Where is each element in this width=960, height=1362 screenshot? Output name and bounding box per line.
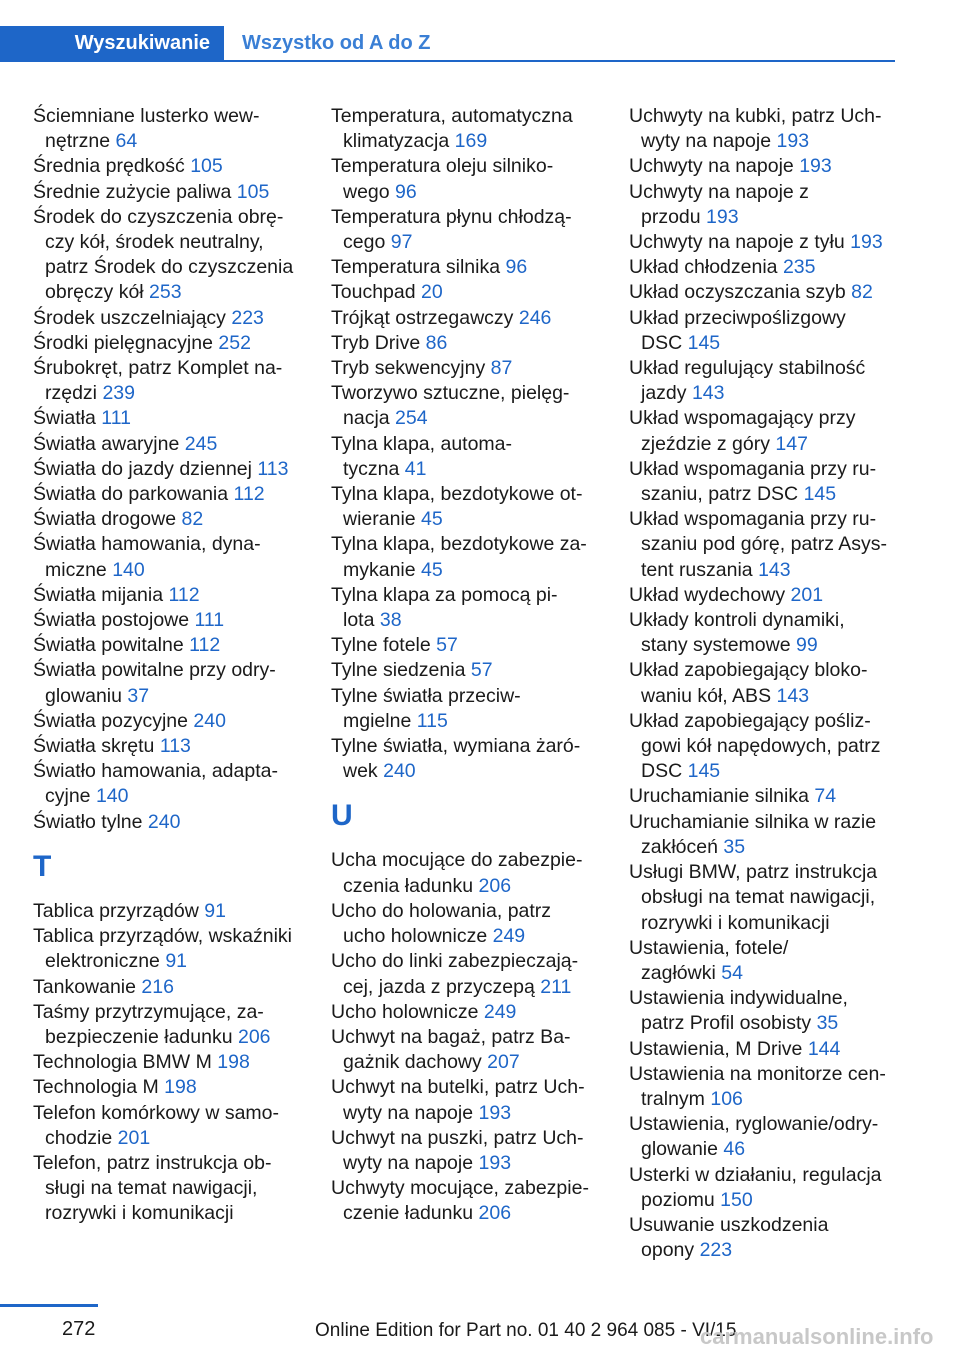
index-entry xyxy=(331,848,611,898)
page-link[interactable]: 252 xyxy=(218,331,251,354)
index-entry-text: Środki pielęgnacyjne xyxy=(33,331,213,354)
index-entry xyxy=(33,432,313,457)
index-entry xyxy=(629,180,909,230)
page-link[interactable]: 144 xyxy=(807,1037,841,1060)
index-entry-text: Ustawienia, M Drive xyxy=(629,1037,803,1060)
page-link[interactable]: 91 xyxy=(204,899,226,922)
index-entry xyxy=(331,154,611,204)
index-entry xyxy=(33,658,313,708)
index-entry-text: Tylna klapa, bezdotykowe za- xyxy=(331,533,587,556)
page-link[interactable]: 235 xyxy=(782,256,816,279)
index-entry-text: wieranie xyxy=(343,508,416,531)
page-link[interactable]: 140 xyxy=(112,558,145,581)
page-link[interactable]: 145 xyxy=(687,331,721,354)
page-link[interactable]: 115 xyxy=(416,709,448,732)
index-entry xyxy=(629,457,909,507)
page-link[interactable]: 143 xyxy=(758,558,791,581)
page-link[interactable]: 97 xyxy=(390,231,413,254)
tab-a-to-z[interactable]: Wszystko od A do Z xyxy=(242,32,431,54)
page-link[interactable]: 198 xyxy=(164,1076,197,1099)
page-link[interactable]: 57 xyxy=(470,659,493,682)
index-entry xyxy=(331,1075,611,1125)
index-entry-text: stany systemowe xyxy=(641,634,791,657)
index-entry-text: Taśmy przytrzymujące, za- xyxy=(33,1000,264,1023)
page-link[interactable]: 82 xyxy=(181,508,204,531)
page-link[interactable]: 211 xyxy=(540,975,572,998)
index-entry-text: glowanie xyxy=(641,1138,718,1161)
section-letter: T xyxy=(33,849,52,883)
index-entry xyxy=(331,1000,611,1025)
index-entry-text: czenia ładunku xyxy=(343,874,474,897)
index-entry-text: elektroniczne xyxy=(45,950,160,973)
index-entry-text: nętrzne xyxy=(45,130,111,153)
index-entry xyxy=(33,1050,313,1075)
index-entry-text: Układ wspomagania przy ru- xyxy=(629,508,877,531)
page-link[interactable]: 145 xyxy=(803,483,837,506)
page-link[interactable]: 86 xyxy=(425,331,448,354)
index-entry xyxy=(331,532,611,582)
index-entry-text: Światło hamowania, adapta- xyxy=(33,760,278,783)
index-entry xyxy=(33,1151,313,1227)
index-entry-text: Układ wydechowy xyxy=(629,583,786,606)
index-entry-text: Układ oczyszczania szyb xyxy=(629,281,846,304)
index-entry-text: Temperatura silnika xyxy=(331,256,501,279)
index-entry-text: rozrywki i komunikacji xyxy=(641,911,830,934)
index-entry xyxy=(33,180,313,205)
index-entry-text: Usługi BMW, patrz instrukcja xyxy=(629,861,878,884)
index-entry xyxy=(629,306,909,356)
index-entry xyxy=(33,457,313,482)
page-link[interactable]: 64 xyxy=(115,130,138,153)
page-link[interactable]: 143 xyxy=(776,684,810,707)
index-entry-text: wyty na napoje xyxy=(343,1101,474,1124)
index-entry-text: czy kół, środek neutralny, xyxy=(45,231,264,254)
index-entry xyxy=(33,899,313,924)
page-link[interactable]: 249 xyxy=(492,925,526,948)
index-entry-text: Światła xyxy=(33,407,96,430)
index-entry-text: wek xyxy=(343,760,378,783)
page-link[interactable]: 45 xyxy=(421,508,443,531)
index-entry xyxy=(331,432,611,482)
index-entry-text: gowi kół napędowych, patrz xyxy=(641,735,881,758)
index-entry xyxy=(629,507,909,583)
index-entry-text: Tylna klapa, automa- xyxy=(331,432,513,455)
index-entry-text: Telefon komórkowy w samo- xyxy=(33,1101,279,1124)
index-entry-text: Uchwyty na kubki, patrz Uch- xyxy=(629,105,882,127)
page-link[interactable]: 246 xyxy=(518,306,552,329)
page-link[interactable]: 245 xyxy=(184,432,218,455)
page-link[interactable]: 254 xyxy=(395,407,428,430)
page-link[interactable]: 193 xyxy=(850,231,883,254)
page-link[interactable]: 105 xyxy=(236,180,270,203)
index-entry-text: Światła powitalne przy odry- xyxy=(33,659,276,682)
index-entry-text: Uchwyt na butelki, patrz Uch- xyxy=(331,1076,585,1099)
index-entry-text: Ustawienia indywidualne, xyxy=(629,987,848,1010)
index-entry-text: Ucho do holowania, patrz xyxy=(331,899,552,922)
page-link[interactable]: 193 xyxy=(706,205,739,228)
page-link[interactable]: 169 xyxy=(454,130,488,153)
page-link[interactable]: 111 xyxy=(101,407,131,430)
index-entry xyxy=(331,482,611,532)
index-entry-text: Światła do parkowania xyxy=(33,483,229,506)
index-entry-text: obręczy kół xyxy=(45,281,144,304)
index-entry-text: Tylne siedzenia xyxy=(331,659,466,682)
index-entry-text: Temperatura, automatyczna xyxy=(331,105,573,127)
index-entry-text: tyczna xyxy=(343,457,400,480)
page-link[interactable]: 35 xyxy=(816,1012,839,1035)
index-entry xyxy=(629,255,909,280)
page-link[interactable]: 147 xyxy=(775,432,808,455)
header-tab-bar xyxy=(0,26,895,62)
index-entry xyxy=(629,986,909,1036)
index-entry xyxy=(629,230,909,255)
index-entry-text: cej, jazda z przyczepą xyxy=(343,975,535,998)
page-link[interactable]: 41 xyxy=(404,457,427,480)
index-entry xyxy=(331,658,611,683)
index-entry-text: wego xyxy=(343,180,390,203)
page-link[interactable]: 35 xyxy=(723,835,746,858)
index-entry-text: Telefon, patrz instrukcja ob- xyxy=(33,1151,272,1174)
index-entry xyxy=(629,1112,909,1162)
index-entry-text: zagłówki xyxy=(641,961,716,984)
index-entry-text: tent ruszania xyxy=(641,558,753,581)
index-entry-text: przodu xyxy=(641,205,701,228)
edition-note: Online Edition for Part no. 01 40 2 964 085 - VI/15 xyxy=(315,1320,737,1341)
index-entry-text: Układ przeciwpoślizgowy xyxy=(629,306,846,329)
index-entry-text: Temperatura płynu chłodzą- xyxy=(331,205,572,228)
index-entry-text: Światła drogowe xyxy=(33,508,177,531)
index-entry-text: Ustawienia, fotele/ xyxy=(629,936,789,959)
page-link[interactable]: 112 xyxy=(168,583,200,606)
index-entry-text: Układ chłodzenia xyxy=(629,256,778,279)
index-entry-text: jazdy xyxy=(641,382,687,405)
index-entry-text: Tylne światła przeciw- xyxy=(331,684,521,707)
index-entry-text: patrz Profil osobisty xyxy=(641,1012,812,1035)
index-entry xyxy=(629,810,909,860)
index-column-1 xyxy=(33,104,313,1227)
index-entry-text: Technologia BMW M xyxy=(33,1051,212,1074)
index-entry-text: bezpieczenie ładunku xyxy=(45,1025,233,1048)
index-entry-text: Ustawienia na monitorze cen- xyxy=(629,1062,886,1085)
index-entry-text: Tryb sekwencyjny xyxy=(331,357,486,380)
index-entry-text: tralnym xyxy=(641,1087,705,1110)
index-entry xyxy=(629,1163,909,1213)
index-entry-text: Śrubokręt, patrz Komplet na- xyxy=(33,357,283,380)
index-entry-text: obsługi na temat nawigacji, xyxy=(641,886,876,909)
index-entry xyxy=(33,482,313,507)
index-entry-text: rozrywki i komunikacji xyxy=(45,1202,234,1225)
index-entry-text: Tryb Drive xyxy=(331,331,421,354)
index-entry xyxy=(629,658,909,708)
page-link[interactable]: 57 xyxy=(436,634,458,657)
index-entry-text: Średnie zużycie paliwa xyxy=(33,180,232,203)
index-entry-text: Układ wspomagający przy xyxy=(629,407,856,430)
page-link[interactable]: 240 xyxy=(383,760,416,783)
index-entry-text: Środek uszczelniający xyxy=(33,306,226,329)
page-link[interactable]: 112 xyxy=(233,483,265,506)
section-letter: U xyxy=(331,799,353,833)
page-link[interactable]: 216 xyxy=(141,975,174,998)
index-entry-text: glowaniu xyxy=(45,684,122,707)
index-entry-text: mykanie xyxy=(343,558,416,581)
index-entry-text: Układ zapobiegający bloko- xyxy=(629,659,868,682)
index-entry-text: lota xyxy=(343,609,375,632)
header-divider xyxy=(0,60,895,62)
page-link[interactable]: 201 xyxy=(117,1126,151,1149)
page-link[interactable]: 20 xyxy=(421,281,443,304)
page-link[interactable]: 82 xyxy=(851,281,873,304)
index-entry-text: poziomu xyxy=(641,1188,715,1211)
page-link[interactable]: 74 xyxy=(814,785,837,808)
index-entry-text: Ustawienia, ryglowanie/odry- xyxy=(629,1113,879,1136)
index-entry-text: Tylna klapa, bezdotykowe ot- xyxy=(331,483,583,506)
index-entry-text: Średnia prędkość xyxy=(33,155,185,178)
page-link[interactable]: 239 xyxy=(102,382,135,405)
page-link[interactable]: 96 xyxy=(395,180,417,203)
index-entry-text: miczne xyxy=(45,558,107,581)
page-link[interactable]: 99 xyxy=(795,634,818,657)
page-link[interactable]: 249 xyxy=(483,1000,517,1023)
index-entry-text: Usterki w działaniu, regulacja xyxy=(629,1163,882,1186)
page-link[interactable]: 253 xyxy=(149,281,182,304)
index-entry-text: Światła mijania xyxy=(33,583,164,606)
index-entry xyxy=(33,507,313,532)
index-entry-text: klimatyzacja xyxy=(343,130,450,153)
index-entry-text: Światła powitalne xyxy=(33,634,184,657)
page-link[interactable]: 38 xyxy=(379,609,402,632)
index-entry xyxy=(33,356,313,406)
page-link[interactable]: 113 xyxy=(159,735,191,758)
page-link[interactable]: 96 xyxy=(505,256,528,279)
page-link[interactable]: 193 xyxy=(799,155,832,178)
index-entry-text: Światła hamowania, dyna- xyxy=(33,533,261,556)
index-entry-text: Układ wspomagania przy ru- xyxy=(629,457,877,480)
page-link[interactable]: 46 xyxy=(723,1138,746,1161)
index-entry-text: sługi na temat nawigacji, xyxy=(45,1177,258,1200)
index-entry-text: Uruchamianie silnika xyxy=(629,785,809,808)
page-link[interactable]: 87 xyxy=(490,357,513,380)
index-entry-text: Uchwyty na napoje xyxy=(629,155,794,178)
page-link[interactable]: 45 xyxy=(421,558,443,581)
page-link[interactable]: 240 xyxy=(193,709,226,732)
page-link[interactable]: 140 xyxy=(95,785,129,808)
index-entry-text: Uchwyty na napoje z xyxy=(629,180,809,203)
index-entry-text: gażnik dachowy xyxy=(343,1051,482,1074)
index-column-2 xyxy=(331,104,611,1227)
tab-search[interactable]: Wyszukiwanie xyxy=(0,26,224,60)
index-entry xyxy=(33,633,313,658)
index-entry xyxy=(33,205,313,306)
index-entry xyxy=(331,1126,611,1176)
index-entry-text: Uchwyt na puszki, patrz Uch- xyxy=(331,1126,584,1149)
index-entry-text: Ucho holownicze xyxy=(331,1000,479,1023)
page-link[interactable]: 206 xyxy=(237,1025,271,1048)
index-entry xyxy=(331,899,611,949)
index-entry-text: Światła pozycyjne xyxy=(33,709,188,732)
index-entry xyxy=(331,633,611,658)
index-entry-text: Światło tylne xyxy=(33,810,143,833)
index-entry-text: opony xyxy=(641,1239,695,1262)
index-entry xyxy=(629,709,909,785)
page-link[interactable]: 207 xyxy=(487,1051,520,1074)
index-entry-text: szaniu, patrz DSC xyxy=(641,483,799,506)
index-entry-text: Ściemniane lusterko wew- xyxy=(33,105,260,127)
index-entry-text: Środek do czyszczenia obrę- xyxy=(33,205,284,228)
index-entry xyxy=(33,810,313,835)
page-link[interactable]: 223 xyxy=(699,1239,733,1262)
index-entry xyxy=(331,734,611,784)
index-entry-text: Uchwyt na bagaż, patrz Ba- xyxy=(331,1025,571,1048)
page-link[interactable]: 193 xyxy=(776,130,810,153)
index-entry xyxy=(33,532,313,582)
index-entry xyxy=(331,684,611,734)
index-entry xyxy=(331,306,611,331)
index-entry xyxy=(629,583,909,608)
index-entry xyxy=(629,154,909,179)
index-entry-text: Tylna klapa za pomocą pi- xyxy=(331,583,558,606)
index-entry xyxy=(33,608,313,633)
index-entry-text: patrz Środek do czyszczenia xyxy=(45,256,294,279)
index-entry-text: Trójkąt ostrzegawczy xyxy=(331,306,514,329)
index-entry-text: DSC xyxy=(641,331,683,354)
index-entry xyxy=(33,759,313,809)
index-entry xyxy=(629,1213,909,1263)
index-entry-text: cyjne xyxy=(45,785,91,808)
page-link[interactable]: 91 xyxy=(165,950,188,973)
index-entry-text: czenie ładunku xyxy=(343,1202,474,1225)
index-entry-text: mgielne xyxy=(343,709,412,732)
index-entry-text: Ucha mocujące do zabezpie- xyxy=(331,849,583,872)
index-entry xyxy=(33,306,313,331)
index-entry xyxy=(33,975,313,1000)
index-entry-text: chodzie xyxy=(45,1126,113,1149)
page-link[interactable]: 206 xyxy=(478,874,512,897)
index-entry-text: wyty na napoje xyxy=(343,1151,474,1174)
footer-divider xyxy=(0,1304,98,1307)
index-entry-text: wyty na napoje xyxy=(641,130,772,153)
index-entry-text: Uchwyty na napoje z tyłu xyxy=(629,231,845,254)
index-entry-text: Tylne światła, wymiana żaró- xyxy=(331,735,581,758)
index-entry-text: zjeździe z góry xyxy=(641,432,770,455)
index-entry xyxy=(331,949,611,999)
index-entry-text: Tankowanie xyxy=(33,975,136,998)
index-entry xyxy=(33,104,313,154)
index-entry xyxy=(331,255,611,280)
index-entry xyxy=(331,583,611,633)
index-entry xyxy=(33,1000,313,1050)
index-entry-text: Układy kontroli dynamiki, xyxy=(629,609,845,632)
page-link[interactable]: 150 xyxy=(720,1188,753,1211)
index-entry xyxy=(629,1062,909,1112)
index-entry xyxy=(33,154,313,179)
index-entry-text: Światła do jazdy dziennej xyxy=(33,457,252,480)
index-entry xyxy=(33,709,313,734)
index-entry-text: Technologia M xyxy=(33,1076,159,1099)
index-entry-text: Usuwanie uszkodzenia xyxy=(629,1213,829,1236)
index-entry xyxy=(33,406,313,431)
index-entry xyxy=(629,608,909,658)
index-entry xyxy=(331,356,611,381)
index-entry-text: Układ zapobiegający pośliz- xyxy=(629,709,871,732)
index-entry-text: Temperatura oleju silniko- xyxy=(331,155,554,178)
index-entry xyxy=(33,924,313,974)
index-entry xyxy=(33,734,313,759)
page-link[interactable]: 193 xyxy=(478,1151,512,1174)
page-number: 272 xyxy=(62,1318,96,1340)
index-entry-text: Uruchamianie silnika w razie xyxy=(629,810,877,833)
page-link[interactable]: 112 xyxy=(189,634,221,657)
index-entry xyxy=(629,104,909,154)
index-entry xyxy=(331,205,611,255)
index-entry xyxy=(33,1075,313,1100)
index-entry xyxy=(33,331,313,356)
index-entry-text: Światła skrętu xyxy=(33,735,155,758)
index-entry xyxy=(629,860,909,936)
index-entry-text: Tylne fotele xyxy=(331,634,431,657)
index-entry xyxy=(331,381,611,431)
index-entry-text: Układ regulujący stabilność xyxy=(629,357,866,380)
page-link[interactable]: 145 xyxy=(687,760,721,783)
page-link[interactable]: 223 xyxy=(231,306,264,329)
index-entry-text: zakłóceń xyxy=(641,835,718,858)
index-entry-text: Światła awaryjne xyxy=(33,432,180,455)
index-entry xyxy=(331,1176,611,1226)
index-entry-text: ucho holownicze xyxy=(343,925,488,948)
index-entry xyxy=(331,280,611,305)
page-link[interactable]: 193 xyxy=(478,1101,512,1124)
page-link[interactable]: 206 xyxy=(478,1202,512,1225)
index-entry-text: Ucho do linki zabezpieczają- xyxy=(331,950,579,973)
page-link[interactable]: 106 xyxy=(710,1087,743,1110)
index-entry xyxy=(629,406,909,456)
index-entry xyxy=(629,784,909,809)
index-entry xyxy=(629,1037,909,1062)
index-entry-text: Tablica przyrządów, wskaźniki xyxy=(33,925,293,948)
page-link[interactable]: 143 xyxy=(691,382,725,405)
index-entry-text: Tworzywo sztuczne, pielęg- xyxy=(331,382,570,405)
page-link[interactable]: 198 xyxy=(217,1051,250,1074)
index-entry-text: Światła postojowe xyxy=(33,609,190,632)
page-link[interactable]: 240 xyxy=(147,810,181,833)
index-entry-text: cego xyxy=(343,231,386,254)
index-entry-text: Touchpad xyxy=(331,281,416,304)
index-entry-text: rzędzi xyxy=(45,382,98,405)
index-entry-text: nacja xyxy=(343,407,390,430)
page-link[interactable]: 113 xyxy=(257,457,289,480)
index-entry-text: DSC xyxy=(641,760,683,783)
index-entry xyxy=(33,583,313,608)
index-entry xyxy=(331,331,611,356)
watermark-text: carmanualsonline.info xyxy=(700,1324,934,1349)
index-entry xyxy=(629,356,909,406)
index-entry-text: Uchwyty mocujące, zabezpie- xyxy=(331,1177,589,1200)
page-link[interactable]: 105 xyxy=(190,155,223,178)
index-entry xyxy=(629,280,909,305)
page-link[interactable]: 111 xyxy=(194,609,225,632)
index-entry-text: waniu kół, ABS xyxy=(641,684,772,707)
index-entry xyxy=(331,1025,611,1075)
page-link[interactable]: 37 xyxy=(127,684,150,707)
index-column-3 xyxy=(629,104,909,1263)
page-link[interactable]: 54 xyxy=(721,961,743,984)
index-entry-text: Tablica przyrządów xyxy=(33,899,199,922)
index-entry-text: szaniu pod górę, patrz Asys- xyxy=(641,533,888,556)
index-entry xyxy=(629,936,909,986)
index-entry xyxy=(33,1101,313,1151)
page-link[interactable]: 201 xyxy=(790,583,824,606)
index-entry xyxy=(331,104,611,154)
